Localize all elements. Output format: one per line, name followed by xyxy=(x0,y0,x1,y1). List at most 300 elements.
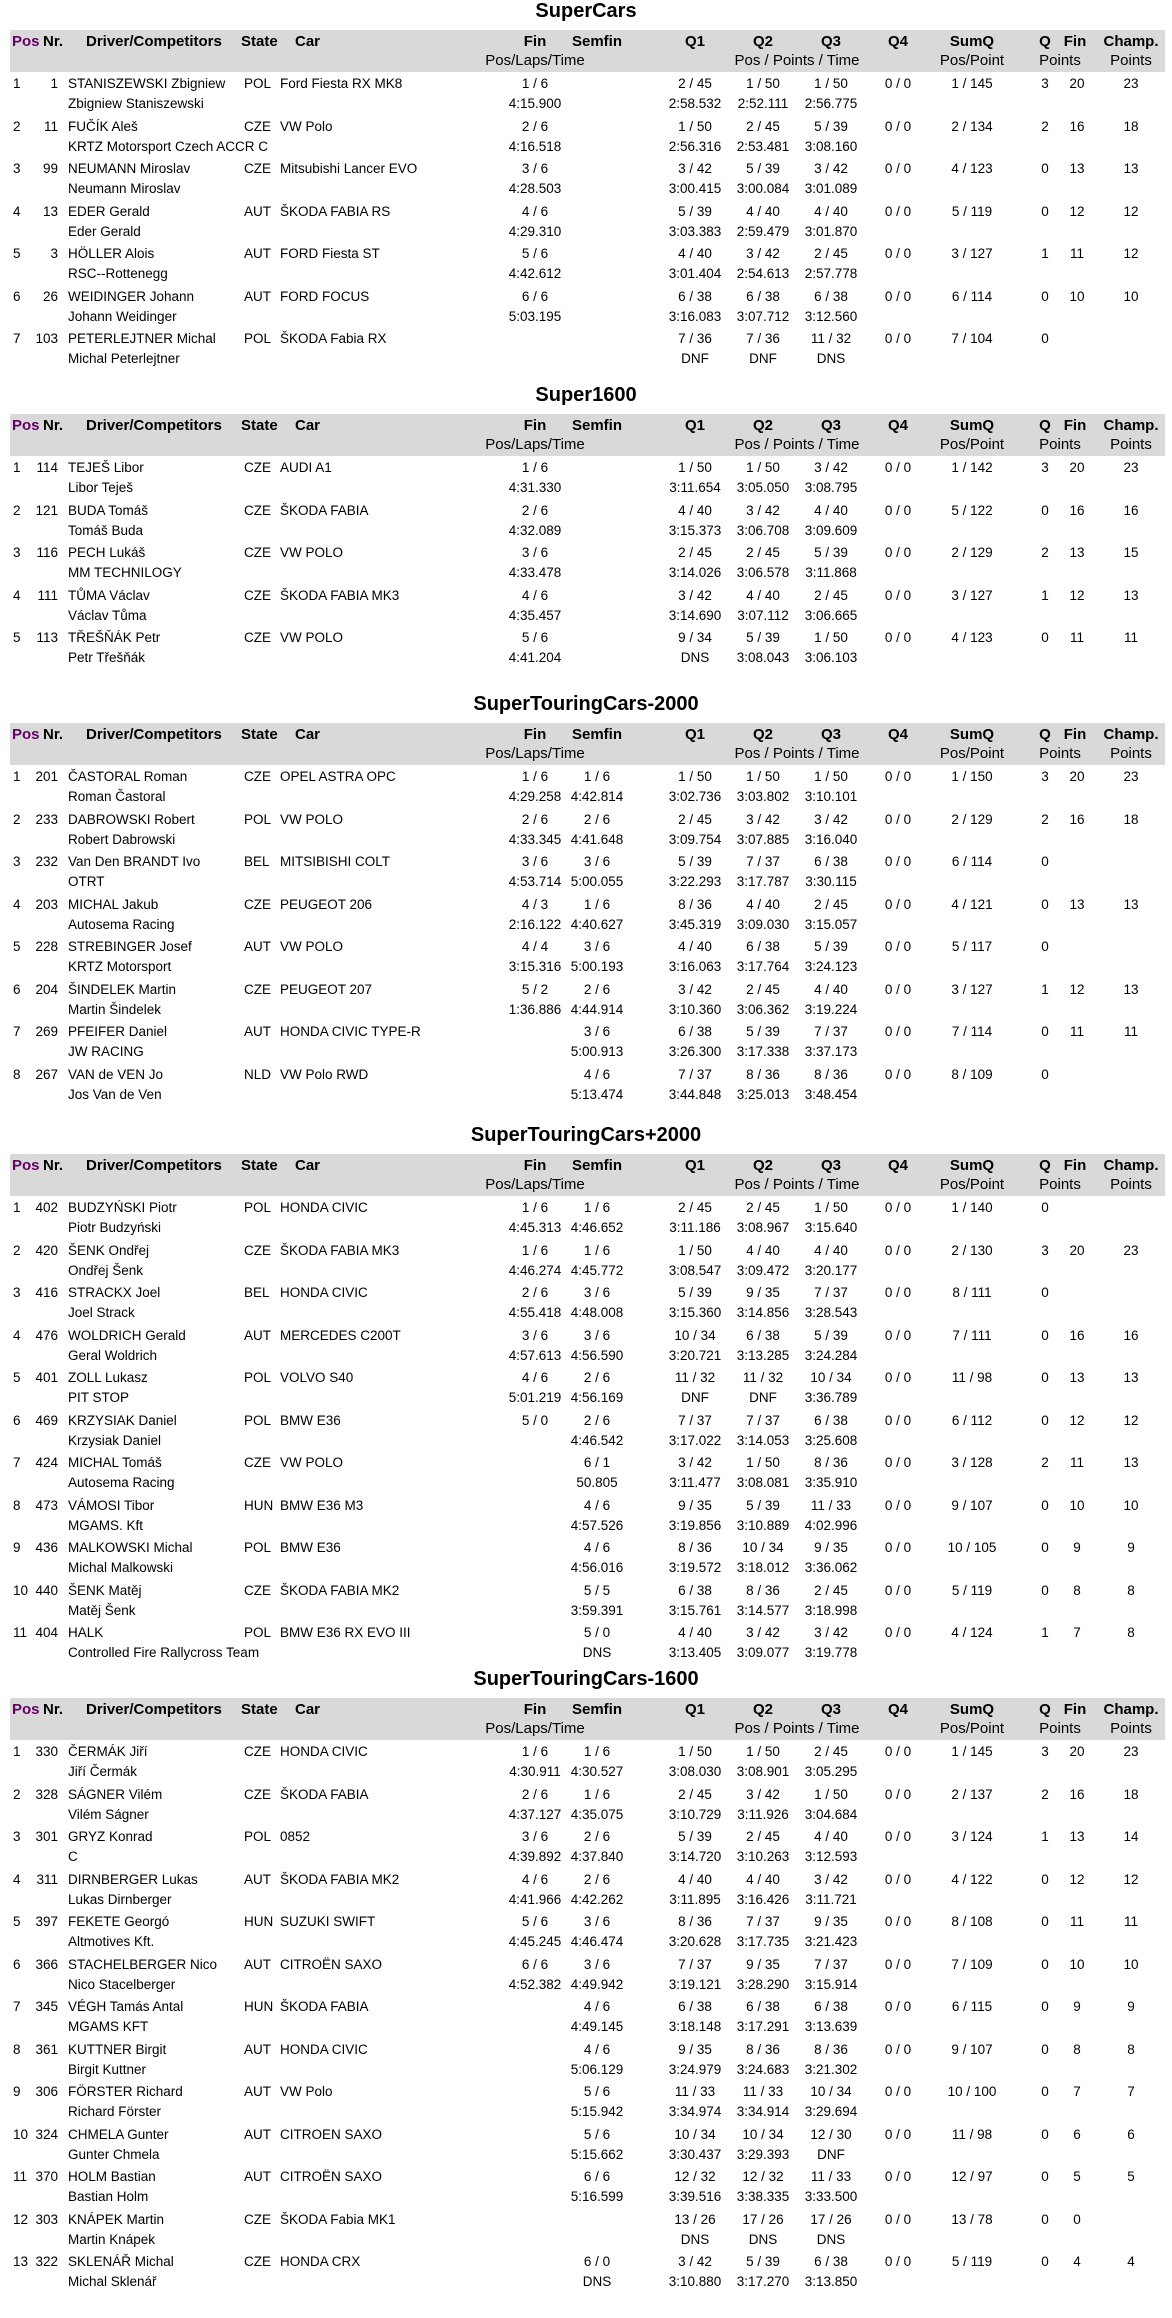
championship-points: 14 xyxy=(1123,1829,1139,1844)
q1-pos-points: 5 / 39 xyxy=(678,203,712,219)
final-points: 12 xyxy=(1069,203,1085,219)
state-code: CZE xyxy=(244,981,271,997)
sumq-pos-points: 1 / 145 xyxy=(951,76,993,91)
q2-time: 3:18.012 xyxy=(736,1560,790,1575)
q3-time: 3:21.302 xyxy=(804,2061,858,2077)
q3-time: 3:15.914 xyxy=(804,1976,858,1992)
header-nr: Nr. xyxy=(43,1157,64,1174)
state-code: AUT xyxy=(244,246,271,261)
q-points: 0 xyxy=(1041,2254,1049,2269)
q2-pos-points: 2 / 45 xyxy=(746,1200,780,1215)
semifinal-time: 4:35.075 xyxy=(570,1806,624,1822)
sumq-pos-points: 9 / 107 xyxy=(951,2041,993,2057)
q1-time: 3:24.979 xyxy=(668,2061,722,2077)
q4-pos-points: 0 / 0 xyxy=(884,2211,912,2227)
competitor-name: Robert Dabrowski xyxy=(68,831,176,847)
championship-points: 9 xyxy=(1127,1999,1135,2014)
state-code: CZE xyxy=(244,2254,271,2269)
semifinal-pos-laps: 3 / 6 xyxy=(583,1024,611,1039)
q3-time: 3:15.640 xyxy=(804,1220,858,1235)
semifinal-time: 5:00.913 xyxy=(570,1044,624,1059)
q-points: 0 xyxy=(1041,630,1049,645)
car-model: VW Polo xyxy=(280,118,333,134)
final-points: 12 xyxy=(1069,981,1085,997)
final-time: 3:15.316 xyxy=(508,959,562,974)
q2-pos-points: 17 / 26 xyxy=(742,2211,784,2227)
q1-pos-points: 5 / 39 xyxy=(678,854,712,869)
competitor-name: Michal Sklenář xyxy=(68,2274,157,2289)
q-points: 3 xyxy=(1041,460,1049,475)
competitor-name: MGAMS KFT xyxy=(68,2019,149,2034)
competitor-name: Nico Stacelberger xyxy=(68,1976,176,1992)
header-q1: Q1 xyxy=(684,417,705,434)
q3-pos-points: 7 / 37 xyxy=(814,1024,848,1039)
driver-name: VÁMOSI Tibor xyxy=(68,1497,155,1513)
q1-time: 3:17.022 xyxy=(668,1432,722,1448)
final-points: 8 xyxy=(1073,1582,1081,1598)
semifinal-pos-laps: 3 / 6 xyxy=(583,1914,611,1929)
position: 3 xyxy=(13,545,21,560)
state-code: BEL xyxy=(244,1285,270,1300)
championship-points: 23 xyxy=(1123,76,1139,91)
header-q4: Q4 xyxy=(887,1157,908,1174)
start-number: 204 xyxy=(35,981,58,997)
q-points: 3 xyxy=(1041,1744,1049,1759)
start-number: 3 xyxy=(50,246,58,261)
q4-pos-points: 0 / 0 xyxy=(884,1540,912,1555)
q4-pos-points: 0 / 0 xyxy=(884,545,912,560)
header-q2: Q2 xyxy=(752,726,773,743)
championship-points: 12 xyxy=(1123,1412,1139,1428)
table-row xyxy=(0,331,1172,373)
q1-pos-points: 4 / 40 xyxy=(678,939,712,954)
start-number: 370 xyxy=(35,2169,58,2184)
driver-name: FÖRSTER Richard xyxy=(68,2084,183,2099)
q4-pos-points: 0 / 0 xyxy=(884,1370,912,1385)
q2-time: 3:29.393 xyxy=(736,2146,790,2162)
semifinal-time: 4:37.840 xyxy=(570,1849,624,1864)
competitor-name: Jos Van de Ven xyxy=(68,1086,162,1102)
q3-pos-points: 7 / 37 xyxy=(814,1956,848,1972)
final-points: 16 xyxy=(1069,1327,1085,1343)
sumq-pos-points: 1 / 150 xyxy=(951,769,993,784)
championship-points: 13 xyxy=(1123,161,1139,176)
q1-time: 3:13.405 xyxy=(668,1645,722,1660)
q2-time: 3:08.901 xyxy=(736,1764,790,1779)
start-number: 345 xyxy=(35,1999,58,2014)
q3-time: 3:05.295 xyxy=(804,1764,858,1779)
q1-pos-points: 8 / 36 xyxy=(678,1914,712,1929)
q2-time: DNF xyxy=(749,1390,777,1405)
table-row xyxy=(0,1787,1172,1829)
sumq-pos-points: 5 / 119 xyxy=(951,203,993,219)
sumq-pos-points: 5 / 122 xyxy=(951,502,993,518)
state-code: POL xyxy=(244,1370,272,1385)
column-header-row xyxy=(10,414,1165,456)
header-q-sub: Pos / Points / Time xyxy=(734,52,860,69)
state-code: AUT xyxy=(244,2084,271,2099)
q3-time: 3:48.454 xyxy=(804,1086,858,1102)
q2-time: 3:07.885 xyxy=(736,831,790,847)
final-points: 11 xyxy=(1069,246,1084,261)
q2-pos-points: 3 / 42 xyxy=(746,502,780,518)
competitor-name: Jiří Čermák xyxy=(68,1764,138,1779)
semifinal-time: 5:13.474 xyxy=(570,1086,624,1102)
semifinal-pos-laps: 2 / 6 xyxy=(583,811,611,827)
header-pos: Pos xyxy=(12,417,40,434)
state-code: CZE xyxy=(244,460,271,475)
final-time: 4:45.313 xyxy=(508,1220,562,1235)
q3-pos-points: 5 / 39 xyxy=(814,118,848,134)
final-points: 20 xyxy=(1069,76,1085,91)
header-q: Q xyxy=(1039,33,1051,50)
q3-pos-points: 5 / 39 xyxy=(814,545,848,560)
table-row xyxy=(0,812,1172,854)
q1-pos-points: 13 / 26 xyxy=(674,2211,716,2227)
final-time: 5:01.219 xyxy=(508,1390,562,1405)
q3-pos-points: 3 / 42 xyxy=(814,460,848,475)
q-points: 0 xyxy=(1041,203,1049,219)
car-model: HONDA CIVIC xyxy=(280,1744,368,1759)
table-row xyxy=(0,2042,1172,2084)
position: 4 xyxy=(13,1871,21,1887)
q4-pos-points: 0 / 0 xyxy=(884,1744,912,1759)
start-number: 328 xyxy=(35,1786,58,1802)
q1-pos-points: 1 / 50 xyxy=(678,460,712,475)
driver-name: MALKOWSKI Michal xyxy=(68,1540,193,1555)
sumq-pos-points: 3 / 127 xyxy=(951,981,993,997)
header-semfin: Semfin xyxy=(571,1701,622,1718)
position: 5 xyxy=(13,1370,21,1385)
header-fin: Fin xyxy=(523,726,547,743)
q3-time: 3:20.177 xyxy=(804,1262,858,1278)
final-points: 16 xyxy=(1069,118,1085,134)
start-number: 306 xyxy=(35,2084,58,2099)
competitor-name: Ondřej Šenk xyxy=(68,1262,144,1278)
start-number: 113 xyxy=(36,630,58,645)
table-row xyxy=(0,2127,1172,2169)
q2-pos-points: 10 / 34 xyxy=(742,2126,784,2142)
car-model: BMW E36 xyxy=(280,1412,341,1428)
position: 3 xyxy=(13,1285,21,1300)
column-header-row xyxy=(10,723,1165,765)
header-champ-sub: Points xyxy=(1110,52,1152,69)
sumq-pos-points: 2 / 129 xyxy=(951,811,993,827)
q4-pos-points: 0 / 0 xyxy=(884,1582,912,1598)
final-time: 4:16.518 xyxy=(508,138,562,154)
final-pos-laps: 2 / 6 xyxy=(521,118,549,134)
championship-points: 23 xyxy=(1123,769,1139,784)
competitor-name: Roman Častoral xyxy=(68,789,166,804)
car-model: PEUGEOT 207 xyxy=(280,981,373,997)
q3-time: 3:29.694 xyxy=(804,2104,858,2119)
driver-name: ZOLL Lukasz xyxy=(68,1370,148,1385)
q2-time: 3:05.050 xyxy=(736,480,790,495)
championship-points: 5 xyxy=(1127,2169,1135,2184)
q4-pos-points: 0 / 0 xyxy=(884,1999,912,2014)
q1-time: 3:26.300 xyxy=(668,1044,722,1059)
q3-time: 3:01.870 xyxy=(804,223,858,239)
q4-pos-points: 0 / 0 xyxy=(884,76,912,91)
semifinal-time: 4:56.590 xyxy=(570,1347,624,1363)
final-points: 8 xyxy=(1073,2041,1081,2057)
championship-points: 12 xyxy=(1123,246,1139,261)
sumq-pos-points: 5 / 119 xyxy=(951,1582,993,1598)
sumq-pos-points: 3 / 127 xyxy=(951,587,993,603)
semifinal-pos-laps: 3 / 6 xyxy=(583,1285,611,1300)
table-row xyxy=(0,1498,1172,1540)
final-time: 4:41.966 xyxy=(508,1891,562,1907)
q2-time: 3:25.013 xyxy=(736,1086,790,1102)
final-points: 13 xyxy=(1069,545,1085,560)
header-fin: Fin xyxy=(523,417,547,434)
q2-time: 2:53.481 xyxy=(736,138,790,154)
q3-time: 4:02.996 xyxy=(804,1517,858,1533)
q-points: 0 xyxy=(1041,331,1049,346)
q1-pos-points: 7 / 37 xyxy=(678,1066,712,1082)
q3-pos-points: 10 / 34 xyxy=(810,2084,852,2099)
q3-time: 3:10.101 xyxy=(804,789,858,804)
driver-name: Van Den BRANDT Ivo xyxy=(68,854,201,869)
car-model: 0852 xyxy=(280,1829,311,1844)
q1-time: 3:02.736 xyxy=(668,789,722,804)
q1-pos-points: 8 / 36 xyxy=(678,896,712,912)
final-points: 0 xyxy=(1073,2211,1081,2227)
q2-pos-points: 9 / 35 xyxy=(746,1285,780,1300)
car-model: HONDA CIVIC xyxy=(280,1285,368,1300)
q4-pos-points: 0 / 0 xyxy=(884,1786,912,1802)
position: 2 xyxy=(13,118,21,134)
sumq-pos-points: 3 / 127 xyxy=(951,246,993,261)
q1-time: 3:10.360 xyxy=(668,1001,722,1017)
q-points: 3 xyxy=(1041,1242,1049,1258)
position: 3 xyxy=(13,854,21,869)
state-code: AUT xyxy=(244,203,271,219)
sumq-pos-points: 4 / 121 xyxy=(951,896,993,912)
competitor-name: Libor Teješ xyxy=(68,480,134,495)
header-q: Q xyxy=(1039,1701,1051,1718)
header-pos: Pos xyxy=(12,1701,40,1718)
final-pos-laps: 2 / 6 xyxy=(521,1786,549,1802)
q1-time: 3:11.477 xyxy=(669,1475,721,1490)
table-row xyxy=(0,854,1172,896)
q1-time: 3:10.880 xyxy=(668,2274,722,2289)
final-points: 11 xyxy=(1069,630,1084,645)
car-model: BMW E36 M3 xyxy=(280,1497,364,1513)
final-pos-laps: 5 / 6 xyxy=(521,246,549,261)
q3-time: 2:57.778 xyxy=(804,266,858,281)
header-finp: Fin xyxy=(1063,417,1087,434)
championship-points: 13 xyxy=(1123,896,1139,912)
semifinal-time: 4:46.652 xyxy=(570,1220,624,1235)
header-car: Car xyxy=(295,726,321,743)
q2-pos-points: 7 / 37 xyxy=(746,854,780,869)
championship-points: 8 xyxy=(1127,2041,1135,2057)
driver-name: MICHAL Jakub xyxy=(68,896,159,912)
q-points: 2 xyxy=(1041,545,1049,560)
q1-time: 3:11.186 xyxy=(669,1220,721,1235)
q4-pos-points: 0 / 0 xyxy=(884,1024,912,1039)
q2-time: 3:08.081 xyxy=(736,1475,790,1490)
final-time: 4:35.457 xyxy=(508,607,562,623)
header-q3: Q3 xyxy=(820,33,841,50)
car-model: HONDA CIVIC xyxy=(280,2041,368,2057)
final-pos-laps: 1 / 6 xyxy=(521,1242,549,1258)
championship-points: 11 xyxy=(1123,1024,1138,1039)
q2-time: 3:03.802 xyxy=(736,789,790,804)
semifinal-time: 4:30.527 xyxy=(570,1764,624,1779)
state-code: CZE xyxy=(244,502,271,518)
final-points: 12 xyxy=(1069,1412,1085,1428)
sumq-pos-points: 5 / 117 xyxy=(951,939,993,954)
q-points: 0 xyxy=(1041,1540,1049,1555)
semifinal-pos-laps: 6 / 6 xyxy=(583,2169,611,2184)
q2-pos-points: 5 / 39 xyxy=(746,1024,780,1039)
table-row xyxy=(0,939,1172,981)
driver-name: STACHELBERGER Nico xyxy=(68,1956,218,1972)
final-time: 4:15.900 xyxy=(508,96,562,111)
car-model: BMW E36 RX EVO III xyxy=(280,1625,411,1640)
sumq-pos-points: 7 / 104 xyxy=(951,331,993,346)
semifinal-time: 4:45.772 xyxy=(570,1262,624,1278)
q-points: 0 xyxy=(1041,1871,1049,1887)
header-sumq-sub: Pos/Point xyxy=(939,436,1005,453)
final-pos-laps: 4 / 6 xyxy=(521,203,549,219)
header-driver: Driver/Competitors xyxy=(86,726,222,743)
q-points: 0 xyxy=(1041,1327,1049,1343)
championship-points: 16 xyxy=(1123,502,1139,518)
q1-pos-points: 1 / 50 xyxy=(678,1744,712,1759)
driver-name: WOLDRICH Gerald xyxy=(68,1327,186,1343)
competitor-name: Neumann Miroslav xyxy=(68,181,181,196)
championship-points: 12 xyxy=(1123,1871,1139,1887)
q1-time: 3:19.121 xyxy=(668,1976,722,1992)
start-number: 397 xyxy=(35,1914,58,1929)
q3-pos-points: 3 / 42 xyxy=(814,1871,848,1887)
semifinal-pos-laps: 5 / 0 xyxy=(583,1625,611,1640)
championship-points: 11 xyxy=(1123,1914,1138,1929)
championship-points: 11 xyxy=(1123,630,1138,645)
q-points: 0 xyxy=(1041,1285,1049,1300)
q1-pos-points: 4 / 40 xyxy=(678,246,712,261)
driver-name: TŮMA Václav xyxy=(68,587,150,603)
semifinal-time: 4:42.262 xyxy=(570,1891,624,1907)
competitor-name: Lukas Dirnberger xyxy=(68,1891,172,1907)
q1-time: 3:15.360 xyxy=(668,1305,722,1320)
q2-time: 3:14.856 xyxy=(736,1305,790,1320)
table-row xyxy=(0,2169,1172,2211)
start-number: 267 xyxy=(35,1066,58,1082)
header-q-sub: Pos / Points / Time xyxy=(734,1720,860,1737)
q3-pos-points: 3 / 42 xyxy=(814,811,848,827)
q3-time: DNF xyxy=(817,2146,845,2162)
semifinal-pos-laps: 1 / 6 xyxy=(583,896,611,912)
final-points: 20 xyxy=(1069,1242,1085,1258)
q-points: 0 xyxy=(1041,2041,1049,2057)
q1-time: 3:44.848 xyxy=(668,1086,722,1102)
header-q2: Q2 xyxy=(752,417,773,434)
q3-pos-points: 6 / 38 xyxy=(814,854,848,869)
semifinal-pos-laps: 1 / 6 xyxy=(583,1744,611,1759)
q1-pos-points: 7 / 37 xyxy=(678,1412,712,1428)
q3-pos-points: 10 / 34 xyxy=(810,1370,852,1385)
q3-time: 3:12.593 xyxy=(804,1849,858,1864)
semifinal-time: 4:40.627 xyxy=(570,916,624,932)
q-points: 2 xyxy=(1041,811,1049,827)
car-model: OPEL ASTRA OPC xyxy=(280,769,396,784)
position: 8 xyxy=(13,2041,21,2057)
q3-time: 3:08.795 xyxy=(804,480,858,495)
start-number: 322 xyxy=(35,2254,58,2269)
q4-pos-points: 0 / 0 xyxy=(884,981,912,997)
q2-pos-points: 2 / 45 xyxy=(746,118,780,134)
final-time: 4:46.274 xyxy=(508,1262,562,1278)
q3-time: 3:24.284 xyxy=(804,1347,858,1363)
q1-pos-points: 4 / 40 xyxy=(678,1625,712,1640)
header-state: State xyxy=(241,1701,278,1718)
position: 6 xyxy=(13,288,21,304)
q-points: 0 xyxy=(1041,1066,1049,1082)
position: 1 xyxy=(13,769,21,784)
header-pos: Pos xyxy=(12,1157,40,1174)
q1-pos-points: 2 / 45 xyxy=(678,76,712,91)
q3-pos-points: 6 / 38 xyxy=(814,1412,848,1428)
q2-time: 3:10.889 xyxy=(736,1517,790,1533)
sumq-pos-points: 1 / 145 xyxy=(951,1744,993,1759)
q2-time: 2:59.479 xyxy=(736,223,790,239)
q1-pos-points: 7 / 37 xyxy=(678,1956,712,1972)
header-champ-sub: Points xyxy=(1110,1176,1152,1193)
header-fin: Fin xyxy=(523,33,547,50)
final-pos-laps: 6 / 6 xyxy=(521,288,549,304)
header-finp: Fin xyxy=(1063,1157,1087,1174)
q1-time: 3:15.373 xyxy=(668,522,722,538)
header-state: State xyxy=(241,726,278,743)
state-code: HUN xyxy=(244,1914,274,1929)
position: 4 xyxy=(13,203,21,219)
table-row xyxy=(0,982,1172,1024)
sumq-pos-points: 2 / 134 xyxy=(951,118,993,134)
header-finp: Fin xyxy=(1063,726,1087,743)
q3-pos-points: 9 / 35 xyxy=(814,1914,848,1929)
table-row xyxy=(0,588,1172,630)
final-points: 16 xyxy=(1069,502,1085,518)
q4-pos-points: 0 / 0 xyxy=(884,288,912,304)
championship-points: 12 xyxy=(1123,203,1139,219)
q2-pos-points: 6 / 38 xyxy=(746,1999,780,2014)
q2-pos-points: 4 / 40 xyxy=(746,896,780,912)
semifinal-pos-laps: 5 / 6 xyxy=(583,2084,611,2099)
header-nr: Nr. xyxy=(43,417,64,434)
header-champ: Champ. xyxy=(1103,33,1159,50)
header-champ: Champ. xyxy=(1103,726,1159,743)
header-champ: Champ. xyxy=(1103,1157,1159,1174)
driver-name: PECH Lukáš xyxy=(68,545,146,560)
q3-pos-points: 4 / 40 xyxy=(814,502,848,518)
q4-pos-points: 0 / 0 xyxy=(884,896,912,912)
header-q3: Q3 xyxy=(820,1157,841,1174)
competitor-name: RSC--Rottenegg xyxy=(68,266,168,281)
championship-points: 23 xyxy=(1123,1242,1139,1258)
semifinal-pos-laps: 2 / 6 xyxy=(583,1370,611,1385)
q2-time: 3:07.712 xyxy=(736,308,790,324)
q4-pos-points: 0 / 0 xyxy=(884,1285,912,1300)
semifinal-time: 4:48.008 xyxy=(570,1305,624,1320)
q1-time: 3:08.547 xyxy=(668,1262,722,1278)
q2-time: 2:54.613 xyxy=(736,266,790,281)
competitor-name: Geral Woldrich xyxy=(68,1347,158,1363)
state-code: CZE xyxy=(244,1744,271,1759)
